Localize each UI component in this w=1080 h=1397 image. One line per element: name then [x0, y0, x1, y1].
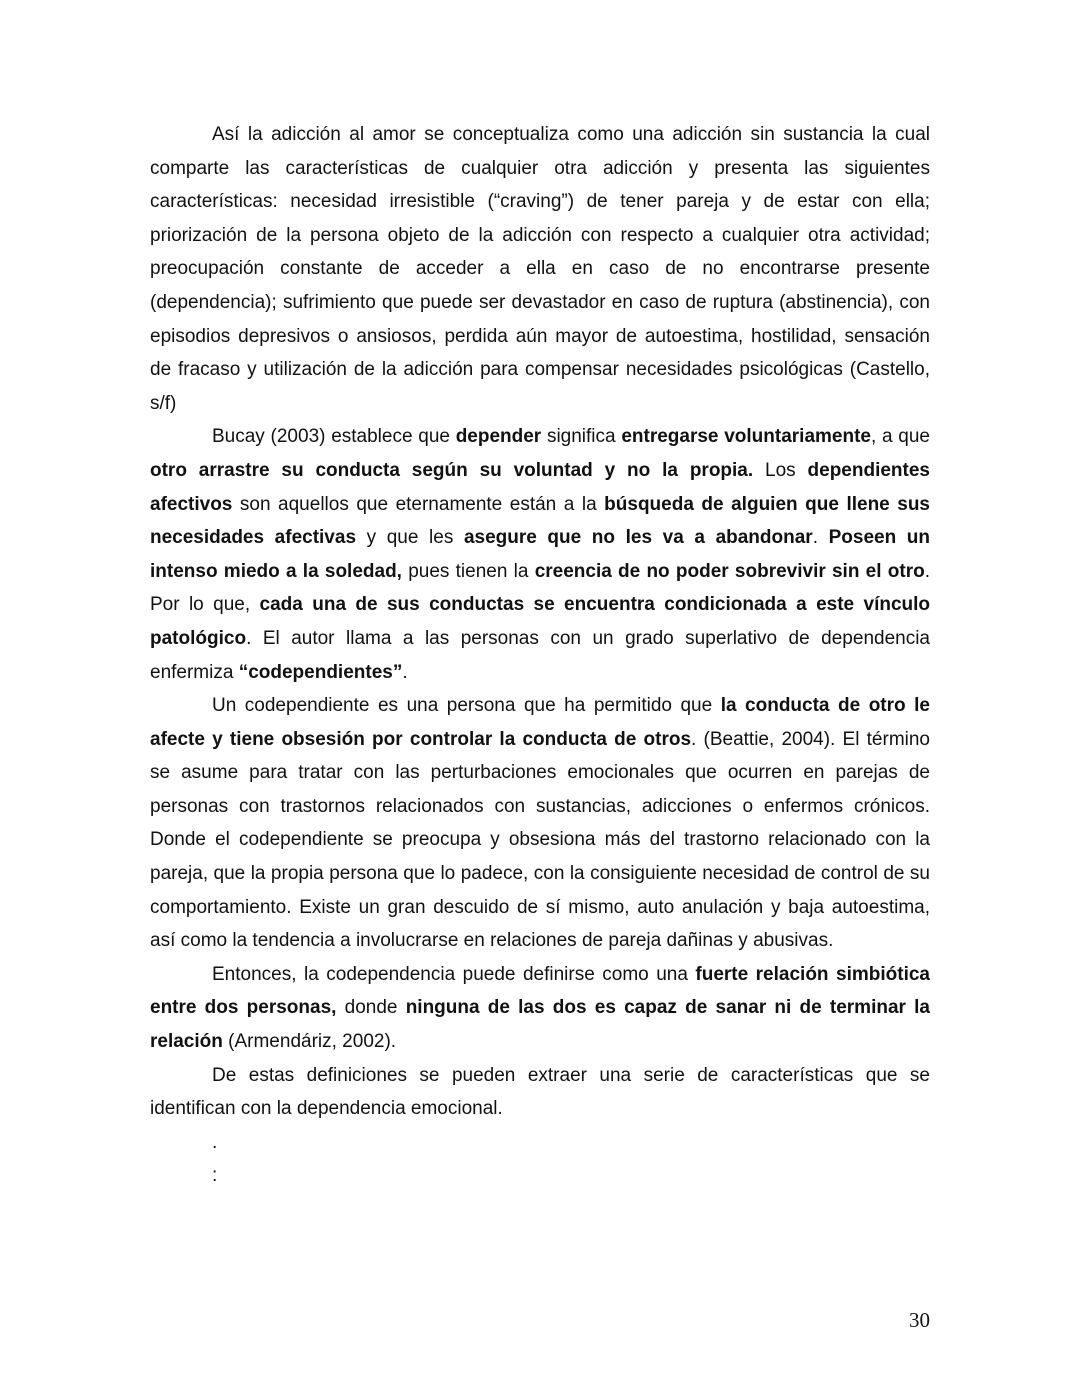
stray-period-mark: .	[212, 1131, 218, 1153]
text-run: . El autor llama a las personas con un grado superlativo de dependencia enfermiza	[150, 627, 930, 683]
bold-text-run: asegure que no les va a abandonar	[463, 527, 813, 549]
text-run: Así la adicción al amor se conceptualiza como una adicción sin sustancia la cual comparte las características de cualquier otra adicción y presenta las siguientes características: necesidad irresistible (“craving”) de tener pareja y de estar con ella; priorización de la persona objeto de la adicción con respecto a cualquier otra actividad; preocupación constante de acceder a ella en caso de no encontrarse presente (dependencia); sufrimiento que puede ser devastador en caso de ruptura (abstinencia), con episodios depresivos o ansiosos, perdida aún mayor de autoestima, hostilidad, sensación de fracaso y utilización de la adicción para compensar necesidades psicológicas (Castello, s/f)	[150, 124, 930, 414]
bold-text-run: dependientes afectivos	[150, 459, 930, 515]
paragraph	[150, 420, 930, 689]
bold-text-run: la conducta de otro le afecte y tiene obsesión por controlar la conducta de otros	[150, 695, 930, 750]
bold-text-run: entregarse voluntariamente	[621, 426, 871, 448]
text-run: (Armendáriz, 2002).	[222, 1031, 397, 1053]
text-run: Un codependiente es una persona que ha permitido que	[212, 695, 721, 717]
page-number: 30	[909, 1308, 930, 1332]
text-run: son aquellos que eternamente están a la	[232, 493, 605, 515]
paragraph	[150, 689, 930, 958]
text-run: pues tienen la	[401, 560, 535, 582]
text-run: .	[402, 661, 408, 683]
bold-text-run: creencia de no poder sobrevivir sin el otro	[534, 560, 925, 582]
text-run: donde	[336, 997, 406, 1019]
stray-colon-mark: :	[212, 1165, 218, 1187]
bold-text-run: otro arrastre su conducta según su voluntad y no la propia.	[150, 459, 754, 481]
text-run: Bucay (2003) establece que	[212, 426, 456, 448]
bold-text-run: “codependientes”	[238, 661, 403, 683]
text-run: Entonces, la codependencia puede definirse como una	[212, 963, 696, 985]
text-run: .	[812, 527, 829, 549]
bold-text-run: cada una de sus conductas se encuentra condicionada a este vínculo patológico	[150, 594, 931, 649]
bold-text-run: Poseen un intenso miedo a la soledad,	[150, 527, 930, 582]
bold-text-run: depender	[455, 426, 542, 448]
paragraph	[150, 958, 930, 1059]
bold-text-run: búsqueda de alguien que llene sus necesidades afectivas	[150, 493, 931, 549]
text-run: . (Beattie, 2004). El término se asume para tratar con las perturbaciones emocionales que ocurren en parejas de personas con trastornos relacionados con sustancias, adicciones o enfermos crónicos. Donde el codependiente se preocupa y obsesiona más del trastorno relacionado con la pareja, que la propia persona que lo padece, con la consiguiente necesidad de control de su comportamiento. Existe un gran descuido de sí mismo, auto anulación y baja autoestima, así como la tendencia a involucrarse en relaciones de pareja dañinas y abusivas.	[150, 728, 930, 952]
text-run: , a que	[870, 426, 930, 448]
page-body	[150, 118, 930, 1193]
text-run: y que les	[356, 527, 464, 549]
paragraph	[150, 118, 930, 420]
bold-text-run: fuerte relación simbiótica entre dos personas,	[150, 963, 930, 1019]
bold-text-run: ninguna de las dos es capaz de sanar ni de terminar la relación	[150, 997, 930, 1053]
text-run: significa	[541, 426, 622, 448]
text-run: Los	[753, 459, 808, 481]
text-run: . Por lo que,	[150, 560, 930, 616]
text-run: De estas definiciones se pueden extraer una serie de características que se identifican con la dependencia emocional.	[150, 1064, 930, 1120]
paragraph	[150, 1059, 930, 1126]
